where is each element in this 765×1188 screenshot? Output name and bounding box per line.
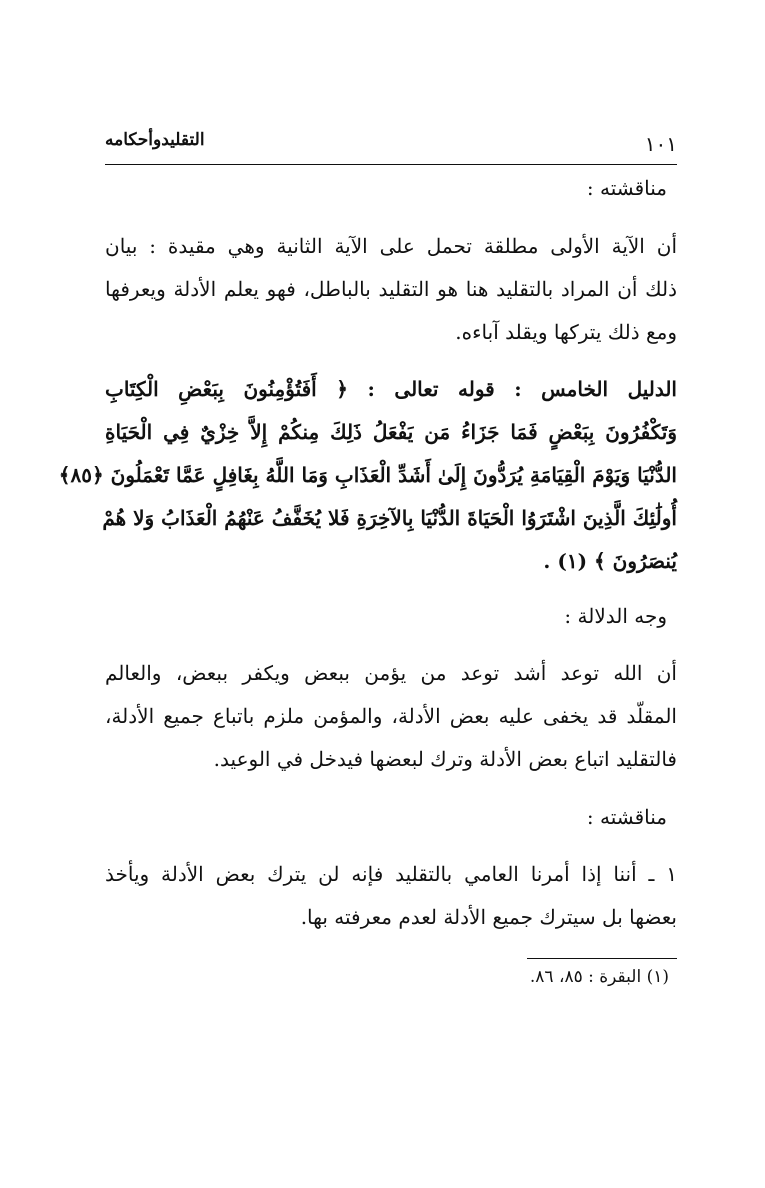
- paragraph-line: المقلّد قد يخفى عليه بعض الأدلة، والمؤمن ملزم باتباع جميع الأدلة،: [105, 704, 677, 728]
- verse-line: أُولَٰئِكَ الَّذِينَ اشْتَرَوُا الْحَيَاةَ الدُّنْيَا بِالآخِرَةِ فَلا يُخَفَّفُ عَنْهُمُ الْعَذَابُ وَلا هُمْ: [102, 506, 677, 530]
- paragraph-line: أن الآية الأولى مطلقة تحمل على الآية الثانية وهي مقيدة : بيان: [105, 234, 677, 258]
- paragraph-line: أن الله توعد أشد توعد من يؤمن ببعض ويكفر ببعض، والعالم: [105, 661, 677, 685]
- page-number: ١٠١: [644, 132, 677, 156]
- evidence-five-paragraph: [58, 368, 677, 583]
- verse-line: يُنصَرُونَ ﴾ (١) .: [543, 549, 677, 573]
- paragraph-line: ١ ـ أننا إذا أمرنا العامي بالتقليد فإنه لن يترك بعض الأدلة ويأخذ: [105, 862, 677, 886]
- verse-line: الدليل الخامس : قوله تعالى : ﴿ أَفَتُؤْمِنُونَ بِبَعْضِ الْكِتَابِ: [105, 377, 677, 401]
- paragraph-line: ذلك أن المراد بالتقليد هنا هو التقليد بالباطل، فهو يعلم الأدلة ويعرفها: [105, 277, 677, 301]
- discussion-heading: مناقشته :: [586, 176, 667, 200]
- page-header: [105, 128, 677, 168]
- verse-line: الدُّنْيَا وَيَوْمَ الْقِيَامَةِ يُرَدُّونَ إِلَىٰ أَشَدِّ الْعَذَابِ وَمَا اللَّهُ بِغَافِلٍ عَمَّا تَعْمَلُونَ ﴿٨٥﴾: [58, 463, 677, 487]
- verse-line: وَتَكْفُرُونَ بِبَعْضٍ فَمَا جَزَاءُ مَن يَفْعَلُ ذَلِكَ مِنكُمْ إِلاَّ خِزْيٌ فِي الْحَيَاةِ: [105, 420, 677, 444]
- discussion-paragraph: [105, 225, 677, 354]
- paragraph-line: بعضها بل سيترك جميع الأدلة لعدم معرفته بها.: [300, 905, 677, 929]
- paragraph-line: ومع ذلك يتركها ويقلد آباءه.: [455, 320, 677, 344]
- header-divider: [105, 164, 677, 165]
- running-title: التقليدوأحكامه: [105, 130, 205, 150]
- discussion-heading-2: مناقشته :: [586, 805, 667, 829]
- footnote-divider: [527, 958, 677, 959]
- footnote: (١) البقرة : ٨٥، ٨٦.: [529, 967, 669, 987]
- paragraph-line: فالتقليد اتباع بعض الأدلة وترك لبعضها فيدخل في الوعيد.: [213, 747, 677, 771]
- indication-heading: وجه الدلالة :: [564, 604, 667, 628]
- indication-paragraph: [105, 652, 677, 781]
- discussion-paragraph-2: [105, 853, 677, 939]
